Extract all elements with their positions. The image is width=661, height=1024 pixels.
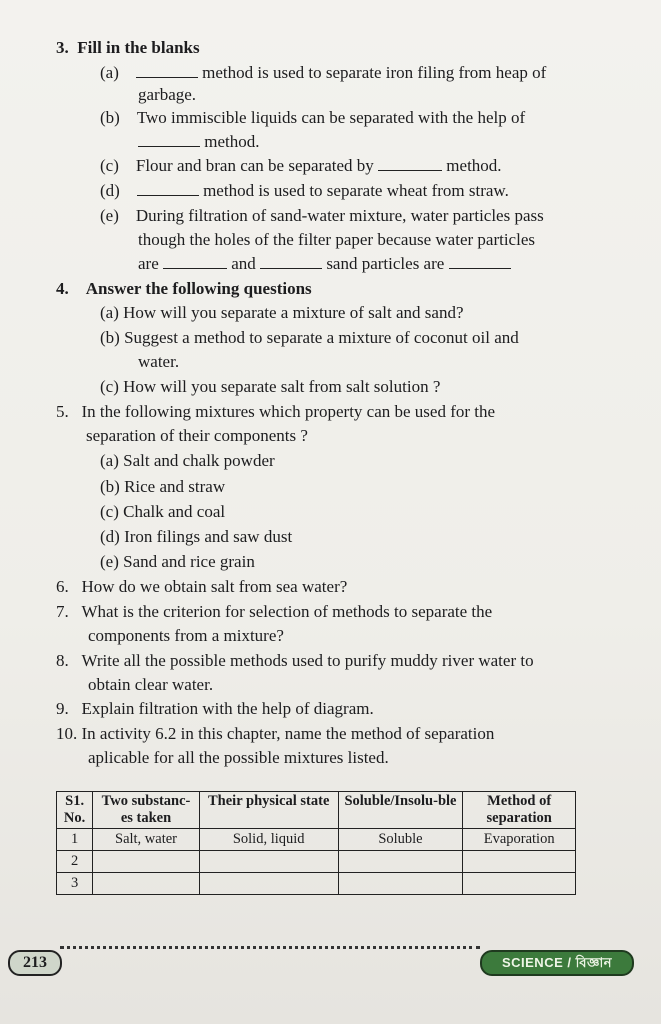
table-row bbox=[57, 851, 576, 873]
footer-dotted-divider bbox=[60, 946, 480, 949]
header-solubility: Soluble/Insolu-ble bbox=[338, 792, 463, 829]
q5-line2: separation of their components ? bbox=[86, 426, 308, 445]
q3b-label: (b) bbox=[100, 108, 120, 127]
table-cell: Salt, water bbox=[93, 829, 200, 851]
table-cell[interactable] bbox=[338, 851, 463, 873]
q4-heading bbox=[56, 279, 312, 299]
q3c-text: Flour and bran can be separated by bbox=[135, 156, 374, 175]
q6-text: How do we obtain salt from sea water? bbox=[81, 577, 348, 596]
q4a: (a) How will you separate a mixture of salt and sand? bbox=[100, 303, 464, 322]
q3b-line2 bbox=[138, 132, 260, 152]
q7-line1 bbox=[56, 602, 492, 622]
q3e-are: are bbox=[138, 254, 159, 273]
table-cell[interactable] bbox=[338, 873, 463, 895]
q10-line2: aplicable for all the possible mixtures listed. bbox=[88, 748, 389, 767]
q6-number: 6. bbox=[56, 577, 69, 596]
q3e-sand: sand particles are bbox=[326, 254, 445, 273]
separation-table bbox=[56, 791, 576, 895]
table-header-row bbox=[57, 792, 576, 829]
q5-number: 5. bbox=[56, 402, 69, 421]
q5-item: (c) Chalk and coal bbox=[100, 502, 226, 521]
q10-text: In activity 6.2 in this chapter, name the method of separation bbox=[81, 724, 495, 743]
q4c: (c) How will you separate salt from salt solution ? bbox=[100, 377, 441, 396]
q5-item: (d) Iron filings and saw dust bbox=[100, 527, 293, 546]
table-cell[interactable] bbox=[199, 873, 338, 895]
q8-text: Write all the possible methods used to purify muddy river water to bbox=[81, 651, 534, 670]
q3e-line3 bbox=[138, 254, 511, 274]
blank-line[interactable] bbox=[136, 63, 198, 78]
q7-line2: components from a mixture? bbox=[88, 626, 284, 645]
q3b-line1 bbox=[100, 108, 525, 128]
blank-line[interactable] bbox=[449, 254, 511, 269]
q9 bbox=[56, 699, 374, 719]
q3e-label: (e) bbox=[100, 206, 119, 225]
blank-line[interactable] bbox=[137, 181, 199, 196]
q5-line1 bbox=[56, 402, 495, 422]
table-cell: Evaporation bbox=[463, 829, 576, 851]
table-row bbox=[57, 873, 576, 895]
table-cell: 1 bbox=[57, 829, 93, 851]
blank-line[interactable] bbox=[378, 156, 442, 171]
q3d-text: method is used to separate wheat from straw. bbox=[203, 181, 509, 200]
q4b-line2: water. bbox=[138, 352, 180, 371]
table-cell: 3 bbox=[57, 873, 93, 895]
q4-title: Answer the following questions bbox=[85, 279, 312, 298]
subject-logo: SCIENCE / বিজ্ঞান bbox=[480, 950, 634, 976]
q3-title: Fill in the blanks bbox=[77, 38, 200, 57]
table-cell: Soluble bbox=[338, 829, 463, 851]
table-cell: 2 bbox=[57, 851, 93, 873]
q7-number: 7. bbox=[56, 602, 69, 621]
q5-item: (e) Sand and rice grain bbox=[100, 552, 255, 571]
q4b-line1: (b) Suggest a method to separate a mixture of coconut oil and bbox=[100, 328, 519, 347]
q8-number: 8. bbox=[56, 651, 69, 670]
header-physical-state: Their physical state bbox=[199, 792, 338, 829]
q3e-line1 bbox=[100, 206, 544, 226]
q3e-line2: though the holes of the filter paper because water particles bbox=[138, 230, 535, 249]
q3a-line1 bbox=[100, 63, 546, 83]
q7-text: What is the criterion for selection of methods to separate the bbox=[81, 602, 493, 621]
table-cell[interactable] bbox=[93, 851, 200, 873]
q3c-text2: method. bbox=[446, 156, 502, 175]
q5-text: In the following mixtures which property can be used for the bbox=[81, 402, 496, 421]
q3b-text: Two immiscible liquids can be separated with the help of bbox=[136, 108, 526, 127]
q3a-label: (a) bbox=[100, 63, 119, 82]
q10-number: 10. bbox=[56, 724, 78, 743]
header-substances: Two substanc-es taken bbox=[93, 792, 200, 829]
blank-line[interactable] bbox=[138, 132, 200, 147]
q5-item: (a) Salt and chalk powder bbox=[100, 451, 275, 470]
header-method: Method of separation bbox=[463, 792, 576, 829]
q9-number: 9. bbox=[56, 699, 69, 718]
q8-line1 bbox=[56, 651, 534, 671]
header-sl-no: S1. No. bbox=[57, 792, 93, 829]
q9-text: Explain filtration with the help of diagram. bbox=[81, 699, 374, 718]
q3-number: 3. bbox=[56, 38, 69, 57]
q4-number: 4. bbox=[56, 279, 69, 298]
q3d-line bbox=[100, 181, 509, 201]
blank-line[interactable] bbox=[260, 254, 322, 269]
q3e-and: and bbox=[231, 254, 256, 273]
table-cell: Solid, liquid bbox=[199, 829, 338, 851]
q3-heading bbox=[56, 38, 200, 58]
table-cell[interactable] bbox=[463, 873, 576, 895]
q3a-text: method is used to separate iron filing from heap of bbox=[202, 63, 547, 82]
table-cell[interactable] bbox=[463, 851, 576, 873]
q3d-label: (d) bbox=[100, 181, 120, 200]
q5-item: (b) Rice and straw bbox=[100, 477, 226, 496]
q10-line1 bbox=[56, 724, 494, 744]
table-cell[interactable] bbox=[199, 851, 338, 873]
q3c-line bbox=[100, 156, 502, 176]
table-row bbox=[57, 829, 576, 851]
table-cell[interactable] bbox=[93, 873, 200, 895]
q3c-label: (c) bbox=[100, 156, 119, 175]
q3b-text2: method. bbox=[204, 132, 260, 151]
q8-line2: obtain clear water. bbox=[88, 675, 214, 694]
page-number: 213 bbox=[8, 950, 62, 976]
q3a-line2: garbage. bbox=[138, 85, 197, 104]
q3e-text: During filtration of sand-water mixture, water particles pass bbox=[135, 206, 544, 225]
q6 bbox=[56, 577, 347, 597]
blank-line[interactable] bbox=[163, 254, 227, 269]
